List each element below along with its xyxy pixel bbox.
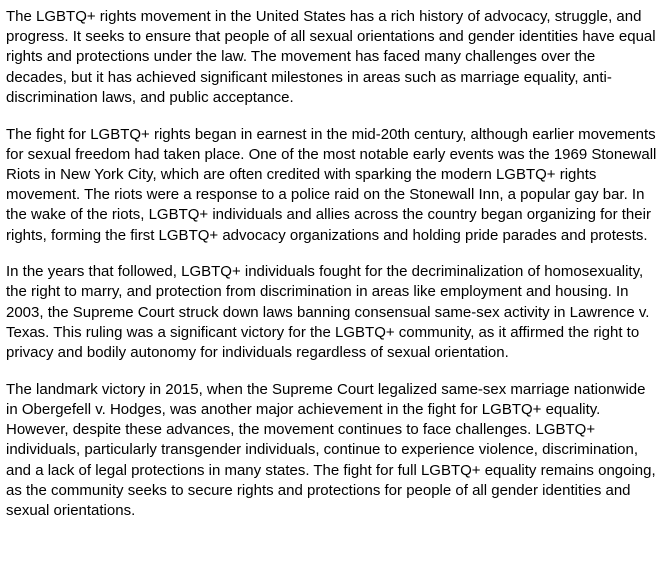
paragraph-marriage-equality: The landmark victory in 2015, when the Supreme Court legalized same-sex marriage nationwide in Obergefell v. Hodges, was another major achievement in the fight for LGBTQ+ equality. However, despite these advances, the movement continues to face challenges. LGBTQ+ individuals, particularly transgender individuals, continue to experience violence, discrimination, and a lack of legal protections in many states. The fight for full LGBTQ+ equality remains ongoing, as the community seeks to secure rights and protections for people of all gender identities and sexual orientations. <box>6 380 656 519</box>
paragraph-legal-progress: In the years that followed, LGBTQ+ individuals fought for the decriminalization of homosexuality, the right to marry, and protection from discrimination in areas like employment and housing. In 2003, the Supreme Court struck down laws banning consensual same-sex activity in Lawrence v. Texas. This ruling was a significant victory for the LGBTQ+ community, as it affirmed the right to privacy and bodily autonomy for individuals regardless of sexual orientation. <box>6 263 650 362</box>
paragraph-intro: The LGBTQ+ rights movement in the United States has a rich history of advocacy, struggle, and progress. It seeks to ensure that people of all sexual orientations and gender identities have equal rights and protections under the law. The movement has faced many challenges over the decades, but it has achieved significant milestones in areas such as marriage equality, anti-discrimination laws, and public acceptance. <box>6 8 656 106</box>
document-body <box>6 7 658 538</box>
paragraph-origins: The fight for LGBTQ+ rights began in earnest in the mid-20th century, although earlier movements for sexual freedom had taken place. One of the most notable early events was the 1969 Stonewall Riots in New York City, which are often credited with sparking the modern LGBTQ+ rights movement. The riots were a response to a police raid on the Stonewall Inn, a popular gay bar. In the wake of the riots, LGBTQ+ individuals and allies across the country began organizing for their rights, forming the first LGBTQ+ advocacy organizations and holding pride parades and protests. <box>6 125 657 244</box>
